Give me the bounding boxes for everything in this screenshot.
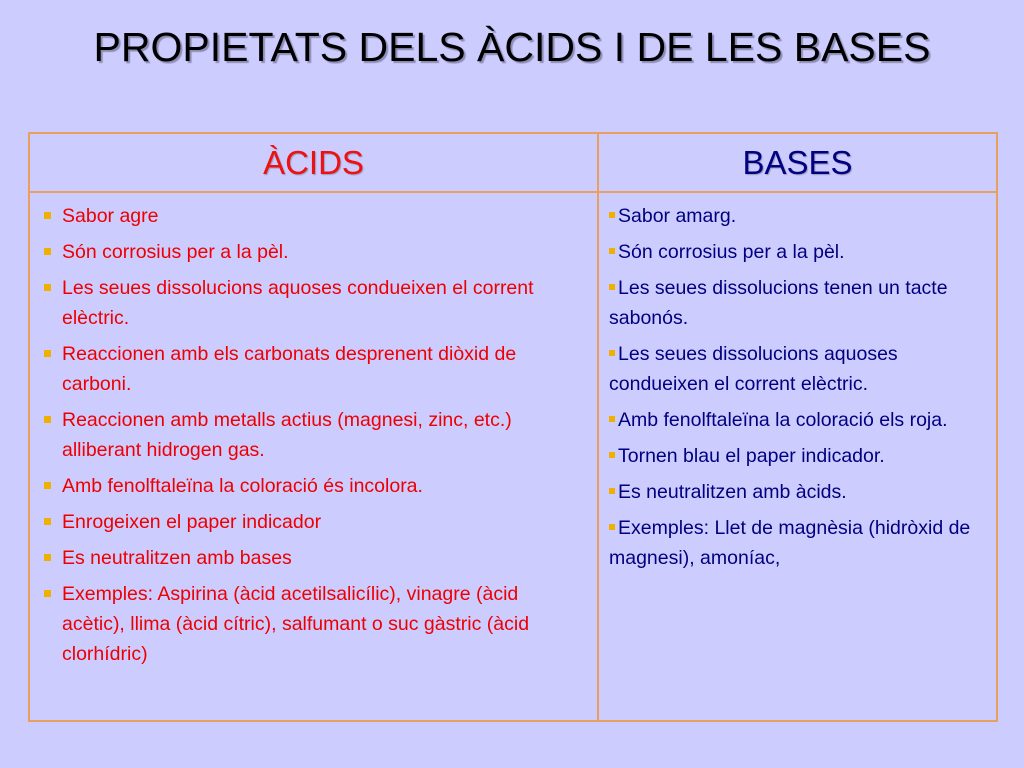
square-bullet-icon <box>44 518 51 525</box>
comparison-table <box>28 132 998 722</box>
square-bullet-icon <box>609 248 615 254</box>
bases-item-text: Són corrosius per a la pèl. <box>618 241 845 263</box>
square-bullet-icon <box>609 416 615 422</box>
slide-title: PROPIETATS DELS ÀCIDS I DE LES BASES <box>93 24 931 70</box>
bases-item-text: Tornen blau el paper indicador. <box>618 445 885 467</box>
bases-header: BASES <box>598 133 997 192</box>
square-bullet-icon <box>44 212 51 219</box>
acids-item-text: Sabor agre <box>62 205 159 227</box>
square-bullet-icon <box>44 554 51 561</box>
list-item <box>609 237 982 267</box>
square-bullet-icon <box>44 482 51 489</box>
acids-item-text: Les seues dissolucions aquoses condueixen el corrent elèctric. <box>62 277 534 329</box>
bases-item-text: Sabor amarg. <box>618 205 737 227</box>
list-item <box>42 273 579 333</box>
list-item <box>609 513 982 573</box>
acids-list <box>30 193 597 669</box>
list-item <box>42 201 579 231</box>
list-item <box>609 441 982 471</box>
square-bullet-icon <box>609 452 615 458</box>
list-item <box>609 201 982 231</box>
square-bullet-icon <box>44 284 51 291</box>
square-bullet-icon <box>609 212 615 218</box>
bases-list <box>599 193 996 573</box>
square-bullet-icon <box>44 248 51 255</box>
acids-item-text: Amb fenolftaleïna la coloració és incolora. <box>62 475 423 497</box>
list-item <box>42 543 579 573</box>
acids-cell <box>29 192 598 721</box>
square-bullet-icon <box>609 350 615 356</box>
square-bullet-icon <box>44 590 51 597</box>
list-item <box>42 405 579 465</box>
list-item <box>609 339 982 399</box>
list-item <box>609 477 982 507</box>
bases-item-text: Exemples: Llet de magnèsia (hidròxid de magnesi), amoníac, <box>609 517 971 569</box>
list-item <box>42 339 579 399</box>
table-body-row <box>29 192 997 721</box>
square-bullet-icon <box>44 416 51 423</box>
square-bullet-icon <box>609 488 615 494</box>
list-item <box>609 405 982 435</box>
bases-item-text: Amb fenolftaleïna la coloració els roja. <box>618 409 948 431</box>
list-item <box>42 237 579 267</box>
square-bullet-icon <box>609 284 615 290</box>
table-header-row <box>29 133 997 192</box>
acids-item-text: Exemples: Aspirina (àcid acetilsalicílic), vinagre (àcid acètic), llima (àcid cítric), salfumant o suc gàstric (àcid clorhídric) <box>62 583 530 665</box>
bases-item-text: Les seues dissolucions tenen un tacte sabonós. <box>609 277 948 329</box>
acids-item-text: Reaccionen amb els carbonats desprenent diòxid de carboni. <box>62 343 517 395</box>
acids-item-text: Reaccionen amb metalls actius (magnesi, zinc, etc.) alliberant hidrogen gas. <box>62 409 512 461</box>
acids-item-text: Són corrosius per a la pèl. <box>62 241 289 263</box>
list-item <box>609 273 982 333</box>
square-bullet-icon <box>609 524 615 530</box>
list-item <box>42 507 579 537</box>
acids-item-text: Enrogeixen el paper indicador <box>62 511 322 533</box>
square-bullet-icon <box>44 350 51 357</box>
acids-header: ÀCIDS <box>29 133 598 192</box>
acids-item-text: Es neutralitzen amb bases <box>62 547 292 569</box>
bases-cell <box>598 192 997 721</box>
bases-item-text: Les seues dissolucions aquoses condueixen el corrent elèctric. <box>609 343 898 395</box>
bases-item-text: Es neutralitzen amb àcids. <box>618 481 847 503</box>
list-item <box>42 579 579 669</box>
list-item <box>42 471 579 501</box>
